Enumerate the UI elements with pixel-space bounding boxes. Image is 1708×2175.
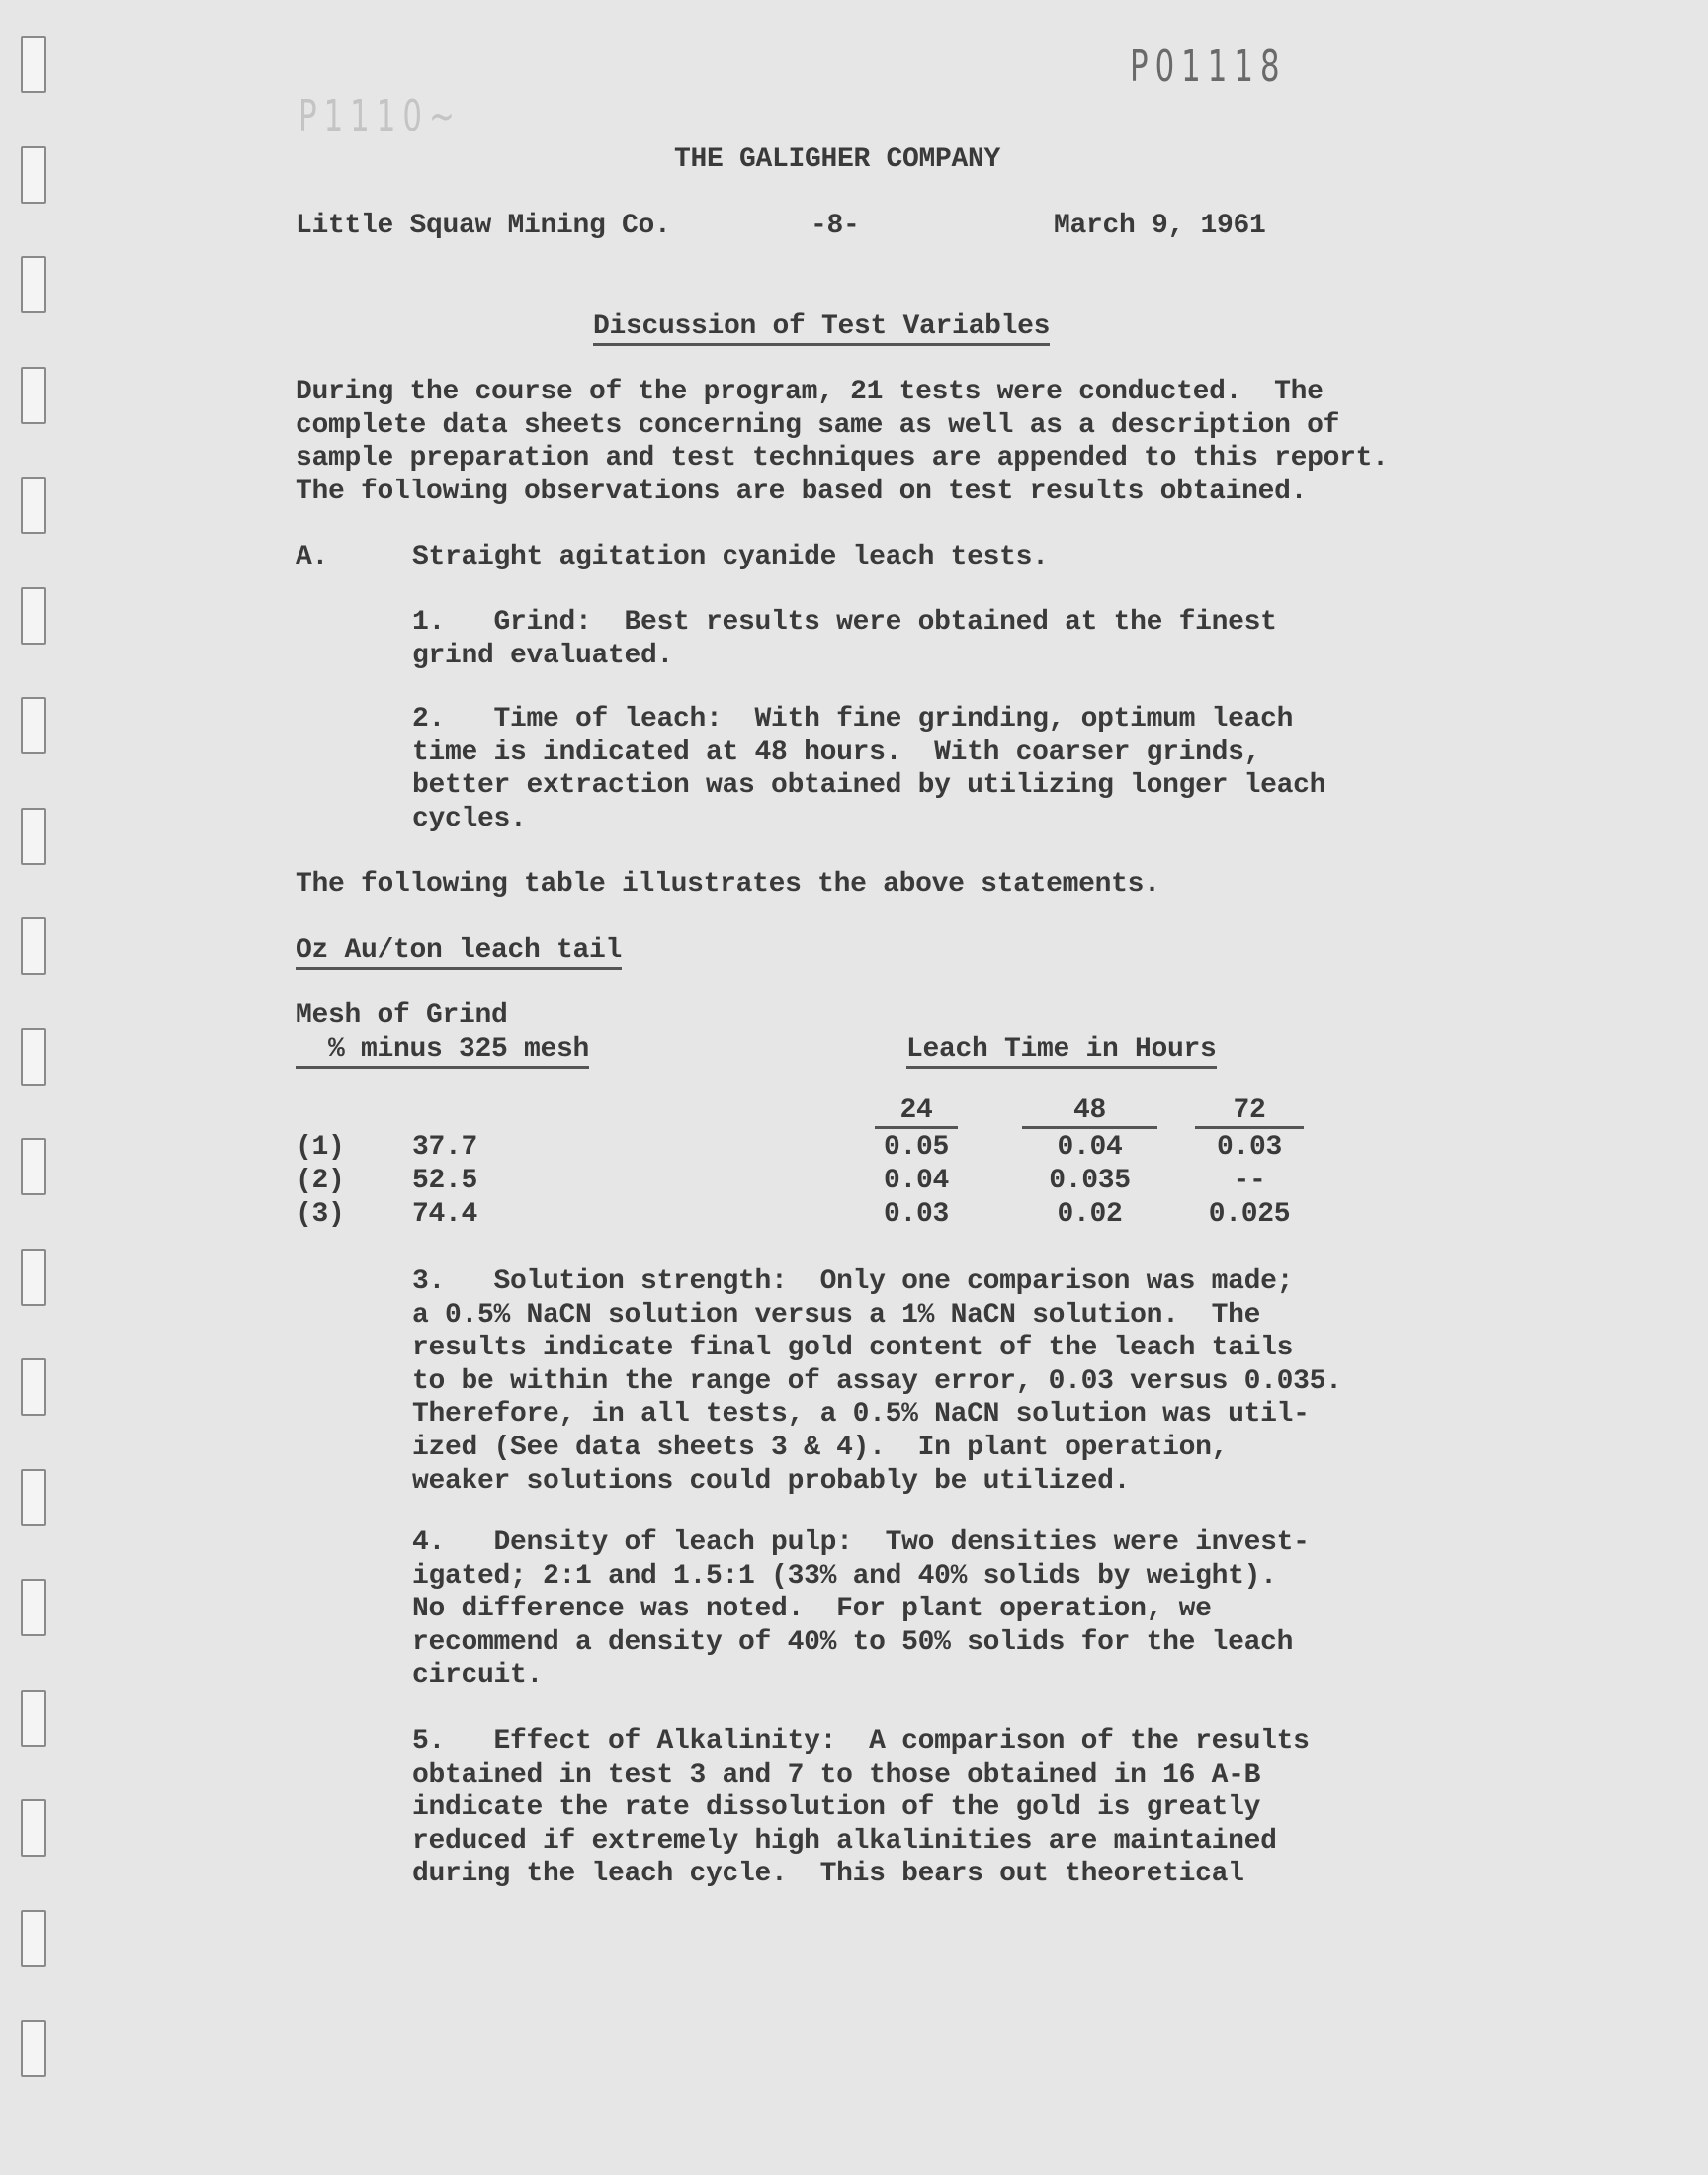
text-line: 2. Time of leach: With fine grinding, optimum leach: [412, 704, 1294, 735]
text-line: sample preparation and test techniques are appended to this report.: [296, 443, 1389, 475]
binder-hole: [21, 256, 46, 313]
faint-stamp: P1110~: [299, 91, 462, 141]
item-3-paragraph: [412, 1265, 1342, 1498]
text-line: recommend a density of 40% to 50% solids for the leach: [412, 1626, 1294, 1658]
binder-hole: [21, 1799, 46, 1857]
row-mesh-value: 37.7: [412, 1132, 478, 1163]
text-line: obtained in test 3 and 7 to those obtained in 16 A-B: [412, 1759, 1261, 1790]
company-name: THE GALIGHER COMPANY: [674, 144, 1001, 175]
text-line: 1. Grind: Best results were obtained at the finest: [412, 607, 1277, 638]
section-title: Discussion of Test Variables: [593, 311, 1050, 346]
text-line: 4. Density of leach pulp: Two densities were invest-: [412, 1527, 1310, 1558]
text-line: During the course of the program, 21 tests were conducted. The: [296, 377, 1324, 407]
item-2-paragraph: [412, 703, 1325, 835]
item-a-label: A.: [296, 542, 329, 572]
item-1-paragraph: [412, 606, 1277, 672]
row-tail-value-48h: 0.04: [1057, 1132, 1123, 1163]
header-client: Little Squaw Mining Co.: [296, 211, 671, 241]
binder-hole: [21, 1910, 46, 1967]
row-mesh-value: 74.4: [412, 1199, 478, 1230]
mesh-header-2: % minus 325 mesh: [296, 1034, 589, 1069]
text-line: better extraction was obtained by utilizing longer leach: [412, 770, 1326, 802]
row-id: (2): [296, 1166, 345, 1196]
text-line: ized (See data sheets 3 & 4). In plant operation,: [412, 1432, 1229, 1463]
item-4-paragraph: [412, 1526, 1310, 1693]
text-line: circuit.: [412, 1660, 544, 1692]
text-line: The following observations are based on test results obtained.: [296, 476, 1308, 507]
hours-header-48: 48: [1022, 1096, 1157, 1129]
text-line: cycles.: [412, 803, 527, 834]
binder-hole: [21, 1690, 46, 1747]
text-line: a 0.5% NaCN solution versus a 1% NaCN solution. The: [412, 1299, 1261, 1331]
binder-hole: [21, 1249, 46, 1306]
row-id: (1): [296, 1132, 345, 1163]
binder-hole: [21, 2020, 46, 2077]
text-line: weaker solutions could probably be utilized.: [412, 1465, 1131, 1497]
text-line: to be within the range of assay error, 0.03 versus 0.035.: [412, 1365, 1342, 1397]
text-line: grind evaluated.: [412, 640, 674, 671]
binder-hole: [21, 1028, 46, 1086]
binder-hole: [21, 1358, 46, 1416]
row-tail-value-48h: 0.035: [1049, 1166, 1131, 1196]
binder-hole: [21, 1579, 46, 1636]
hours-header-24: 24: [875, 1096, 958, 1129]
leach-time-header: Leach Time in Hours: [906, 1034, 1217, 1069]
row-tail-value-72h: 0.03: [1216, 1132, 1282, 1163]
header-page-number: -8-: [811, 211, 860, 241]
text-line: 5. Effect of Alkalinity: A comparison of the results: [412, 1726, 1310, 1757]
row-tail-value-72h: 0.025: [1208, 1199, 1291, 1230]
text-line: complete data sheets concerning same as well as a description of: [296, 409, 1340, 441]
table-caption: Oz Au/ton leach tail: [296, 935, 622, 970]
binder-hole: [21, 1469, 46, 1526]
text-line: indicate the rate dissolution of the gold is greatly: [412, 1792, 1261, 1824]
binder-hole: [21, 697, 46, 754]
hours-header-72: 72: [1195, 1096, 1304, 1129]
text-line: No difference was noted. For plant operation, we: [412, 1594, 1212, 1625]
binder-hole: [21, 146, 46, 204]
item-5-paragraph: [412, 1725, 1310, 1891]
text-line: results indicate final gold content of the leach tails: [412, 1333, 1294, 1364]
text-line: igated; 2:1 and 1.5:1 (33% and 40% solids by weight).: [412, 1560, 1277, 1592]
text-line: time is indicated at 48 hours. With coarser grinds,: [412, 737, 1261, 768]
row-tail-value-24h: 0.05: [883, 1132, 949, 1163]
text-line: during the leach cycle. This bears out theoretical: [412, 1859, 1244, 1890]
row-mesh-value: 52.5: [412, 1166, 478, 1196]
mesh-header-1: Mesh of Grind: [296, 1000, 508, 1031]
item-a-text: Straight agitation cyanide leach tests.: [412, 542, 1049, 572]
binder-hole: [21, 36, 46, 93]
text-line: reduced if extremely high alkalinities are maintained: [412, 1825, 1277, 1857]
row-tail-value-72h: --: [1233, 1166, 1266, 1196]
document-stamp-number: P01118: [1130, 42, 1287, 92]
text-line: Therefore, in all tests, a 0.5% NaCN solution was util-: [412, 1399, 1310, 1431]
intro-paragraph: [296, 376, 1389, 508]
row-tail-value-24h: 0.04: [883, 1166, 949, 1196]
header-date: March 9, 1961: [1054, 211, 1266, 241]
row-id: (3): [296, 1199, 345, 1230]
binder-hole: [21, 367, 46, 424]
row-tail-value-48h: 0.02: [1057, 1199, 1123, 1230]
binder-hole: [21, 808, 46, 865]
table-intro: The following table illustrates the above statements.: [296, 869, 1160, 900]
binder-hole: [21, 917, 46, 975]
binder-hole: [21, 477, 46, 534]
binder-hole: [21, 1138, 46, 1195]
row-tail-value-24h: 0.03: [883, 1199, 949, 1230]
binder-hole: [21, 587, 46, 645]
text-line: 3. Solution strength: Only one comparison was made;: [412, 1266, 1294, 1297]
